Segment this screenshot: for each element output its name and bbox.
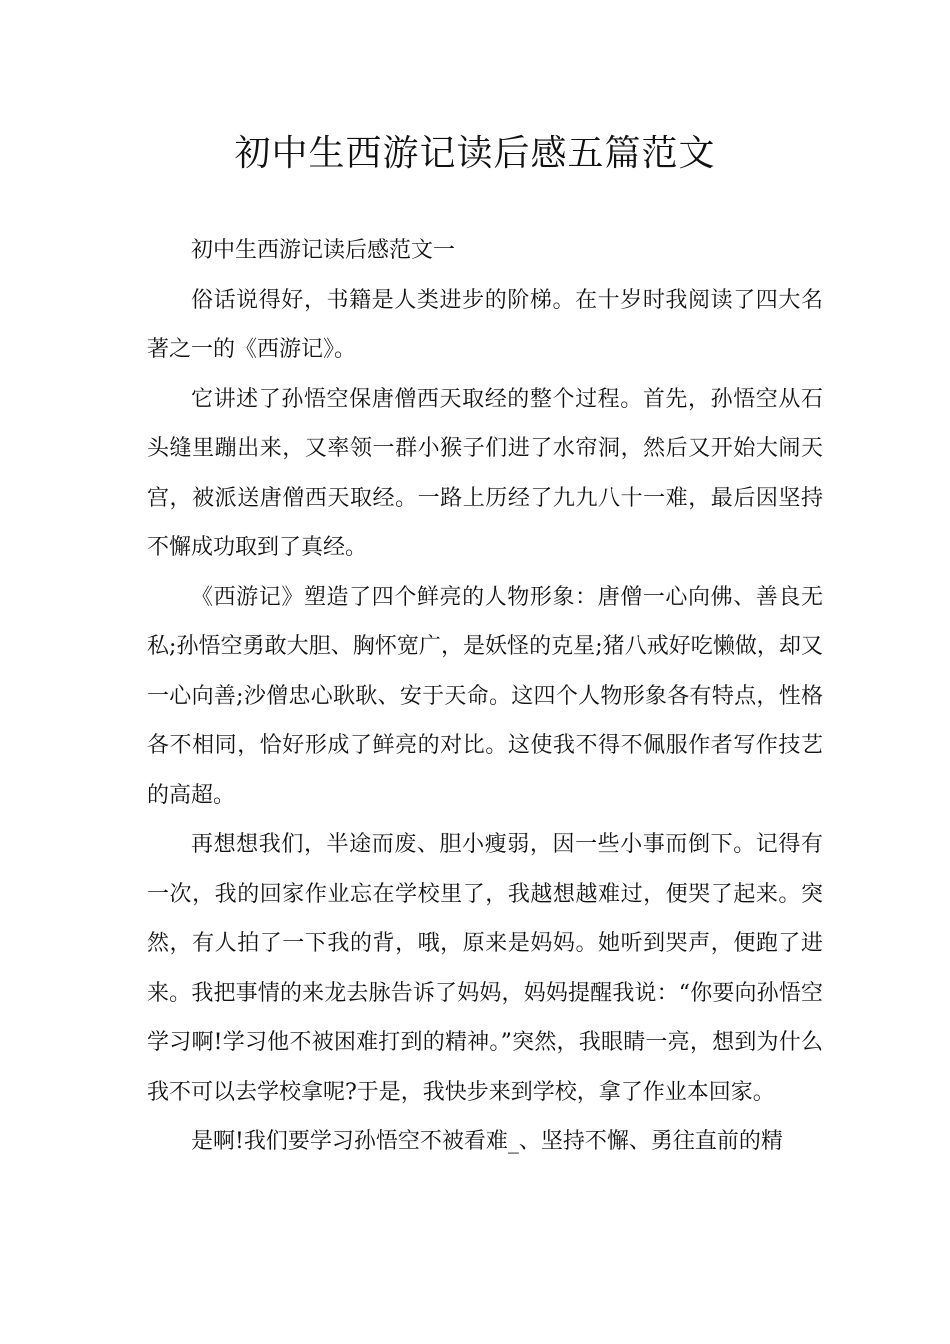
paragraph-subtitle: 初中生西游记读后感范文一 (191, 238, 456, 263)
document-title: 初中生西游记读后感五篇范文 (234, 133, 716, 174)
paragraph: 再想想我们，半途而废、胆小瘦弱，因一些小事而倒下。记得有一次，我的回家作业忘在学校里了，我越想越难过，便哭了起来。突然，有人拍了一下我的背，哦，原来是妈妈。她听到哭声，便跑了进来。我把事情的来龙去脉告诉了妈妈，妈妈提醒我说：“你要向孙悟空学习啊!学习他不被困难打到的精神。”突然，我眼睛一亮，想到为什么我不可以去学校拿呢?于是，我快步来到学校，拿了作业本回家。 (147, 832, 823, 1105)
document-body (147, 226, 823, 1167)
paragraph: 是啊!我们要学习孙悟空不被看难_、坚持不懈、勇往直前的精 (191, 1129, 783, 1154)
paragraph: 俗话说得好，书籍是人类进步的阶梯。在十岁时我阅读了四大名著之一的《西游记》。 (147, 287, 823, 362)
paragraph: 《西游记》塑造了四个鲜亮的人物形象：唐僧一心向佛、善良无私;孙悟空勇敢大胆、胸怀宽广，是妖怪的克星;猪八戒好吃懒做，却又一心向善;沙僧忠心耿耿、安于天命。这四个人物形象各有特点，性格各不相同，恰好形成了鲜亮的对比。这使我不得不佩服作者写作技艺的高超。 (147, 584, 823, 808)
paragraph: 它讲述了孙悟空保唐僧西天取经的整个过程。首先，孙悟空从石头缝里蹦出来，又率领一群小猴子们进了水帘洞，然后又开始大闹天宫，被派送唐僧西天取经。一路上历经了九九八十一难，最后因坚持不懈成功取到了真经。 (147, 386, 823, 560)
